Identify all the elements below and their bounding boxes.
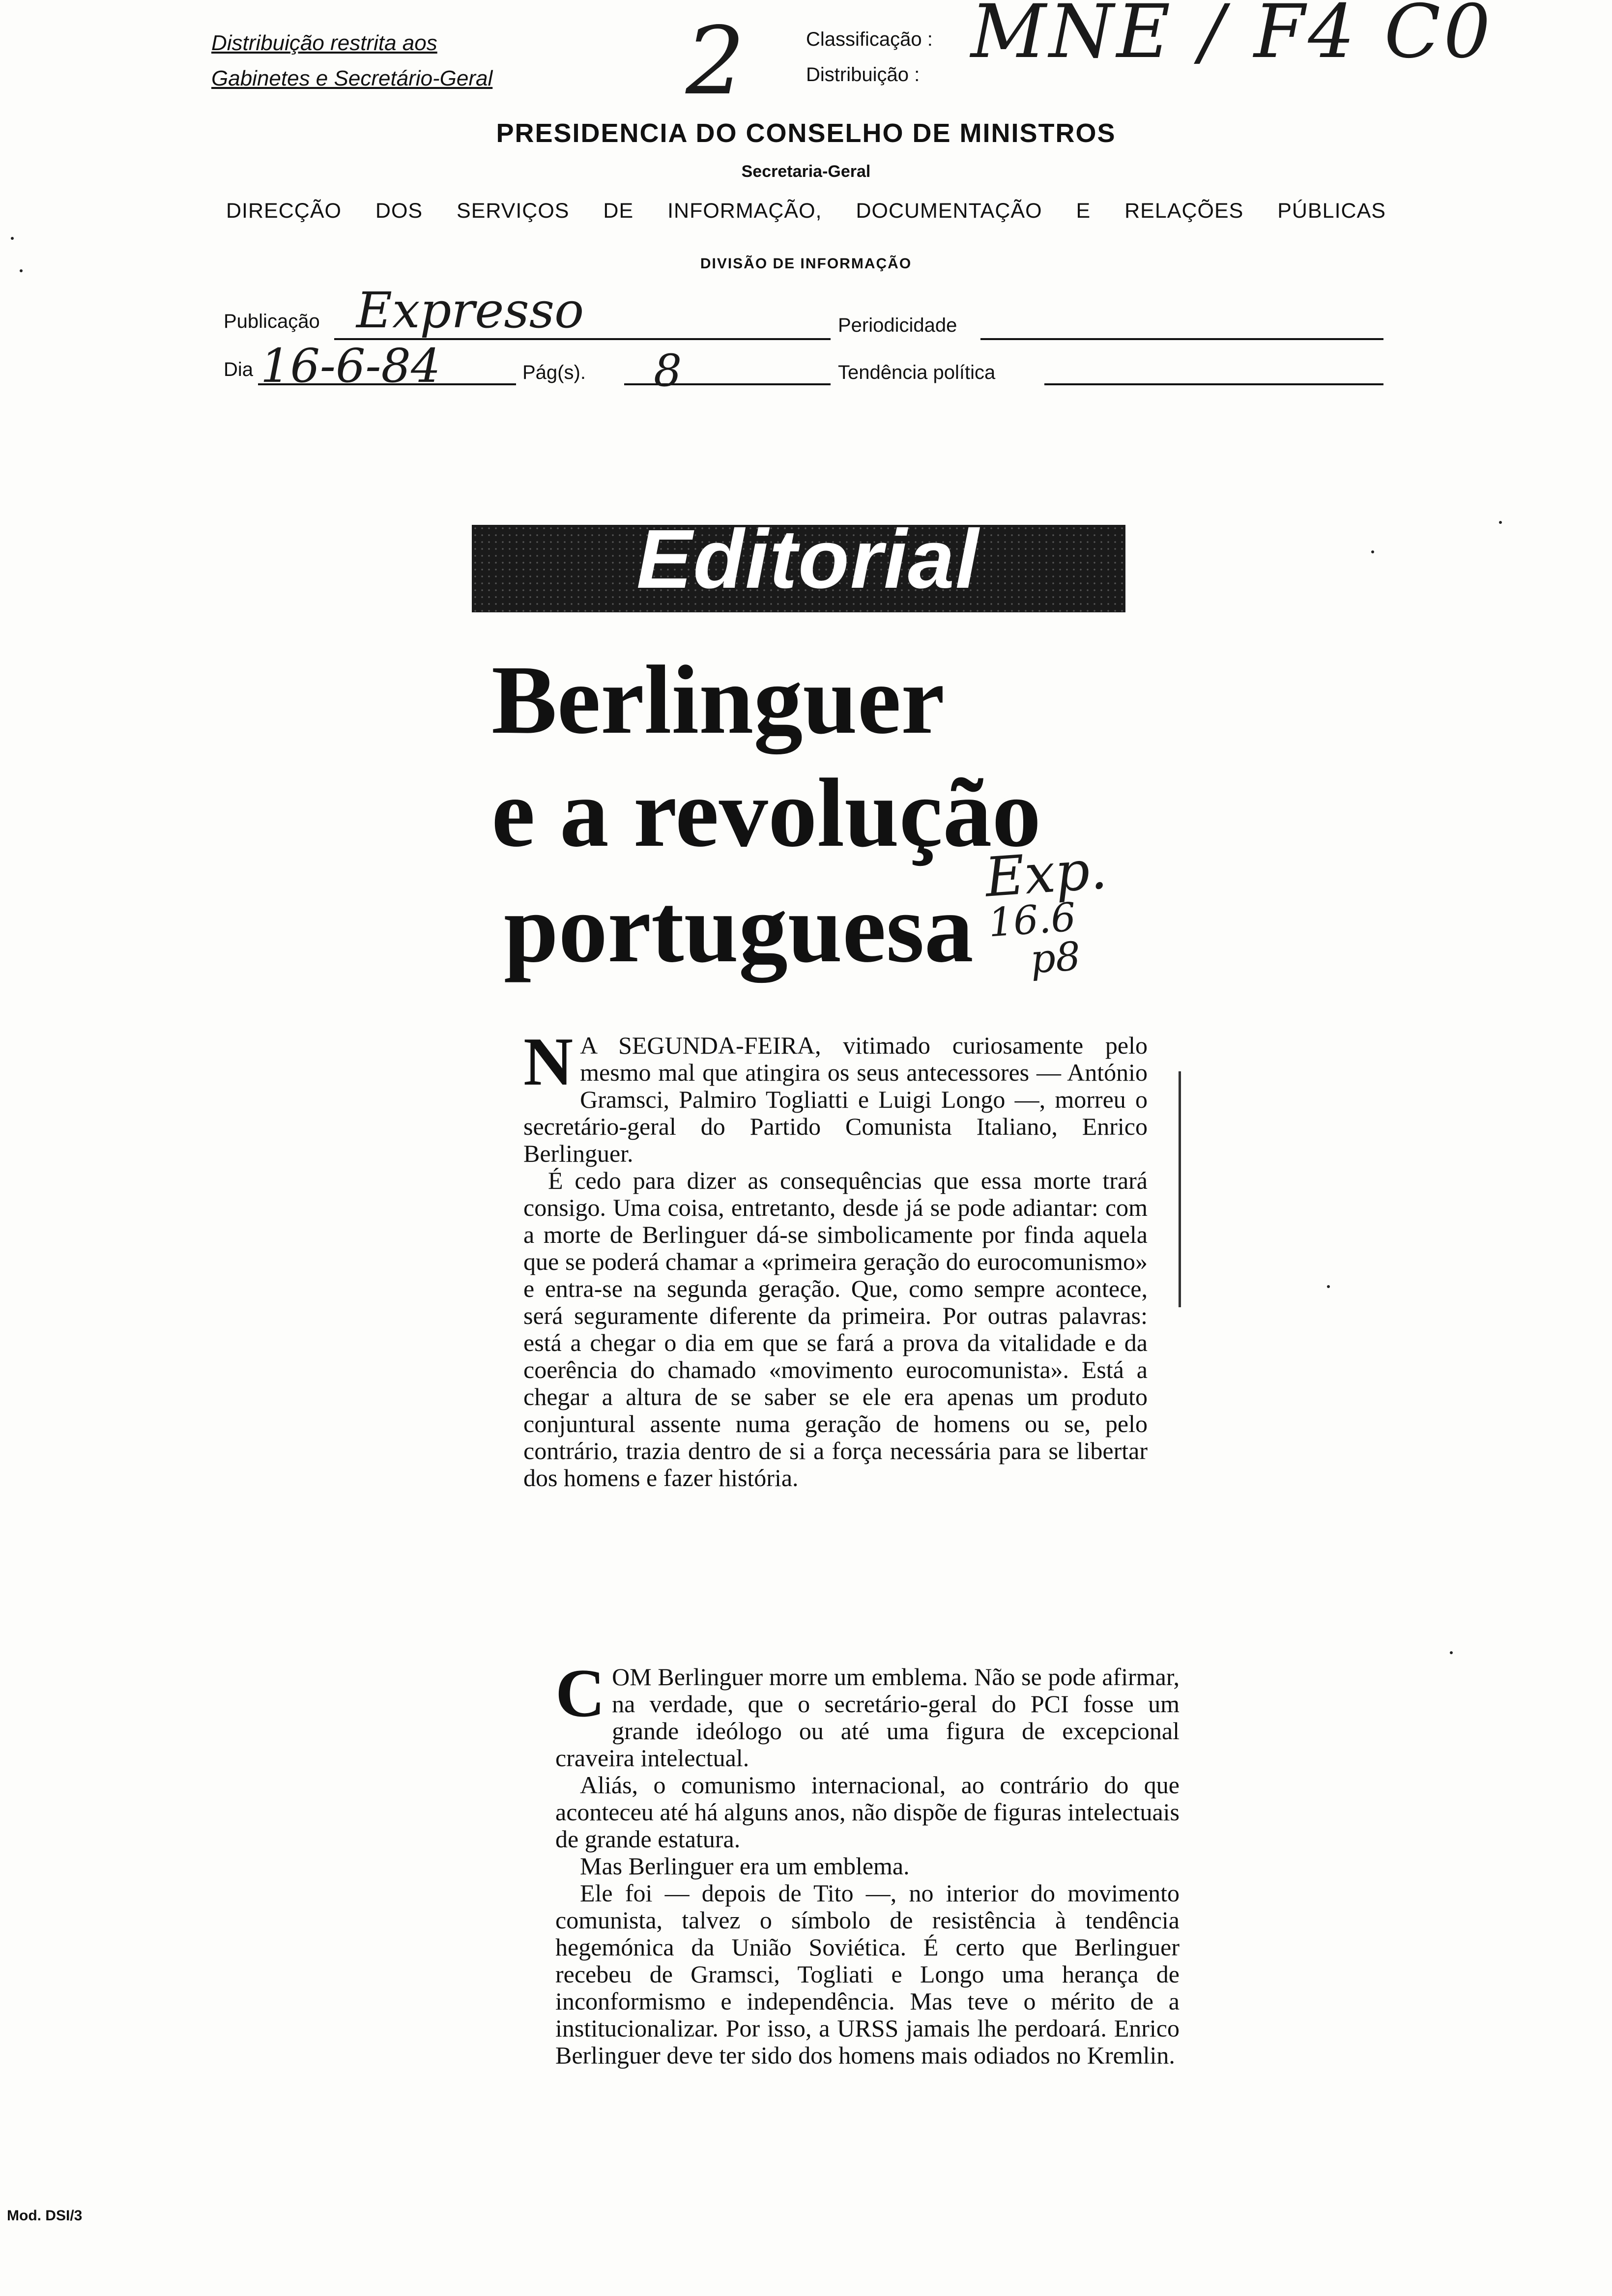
pages-value-handwritten: 8 [654, 345, 682, 397]
section-2-paragraph-4: Ele foi — depois de Tito —, no interior do movimento comunista, talvez o símbolo de resistência à tendência hegemónica da União Soviética. É certo que Berlinguer recebeu de Gramsci, Togliati e Longo uma herança de inconformismo e independência. Mas teve o mérito de a institucionalizar. Por isso, a URSS jamais lhe perdoará. Enrico Berlinguer deve ter sido dos homens mais odiados no Kremlin. [555, 1879, 1180, 2069]
department-word: SERVIÇOS [457, 199, 570, 223]
publication-value-handwritten: Expresso [356, 282, 584, 339]
headline-line-1: Berlinguer [491, 646, 945, 754]
scan-speck [11, 237, 14, 240]
section-2-paragraph-2: Aliás, o comunismo internacional, ao contrário do que aconteceu até há alguns anos, não dispõe de figuras intelectuais de grande estatura. [555, 1771, 1180, 1853]
department-word: INFORMAÇÃO, [667, 199, 822, 223]
article-section-2 [555, 1655, 1180, 2069]
tendency-label: Tendência política [838, 362, 996, 383]
department-name [226, 199, 1386, 223]
scan-speck [1450, 1651, 1453, 1654]
annotation-line: 16.6 [986, 894, 1078, 946]
scan-speck [20, 269, 23, 272]
classification-label: Classificação : [806, 29, 933, 50]
department-word: DOCUMENTAÇÃO [856, 199, 1042, 223]
form-code: Mod. DSI/3 [7, 2208, 83, 2224]
department-word: RELAÇÕES [1124, 199, 1244, 223]
scan-speck [1499, 521, 1502, 524]
department-word: DE [603, 199, 634, 223]
dropcap-c: C [555, 1655, 605, 1731]
copy-number-handwritten: 2 [686, 7, 745, 115]
section-2-lead-paragraph: OM Berlinguer morre um emblema. Não se pode afirmar, na verdade, que o secretário-geral do PCI fosse um grande ideólogo ou até uma figura de excepcional craveira intelectual. [555, 1663, 1180, 1772]
clipping-edge-line [1179, 1071, 1181, 1307]
dropcap-n: N [523, 1024, 574, 1100]
day-value-handwritten: 16-6-84 [260, 339, 441, 393]
day-label: Dia [224, 359, 254, 380]
scan-speck [1371, 550, 1374, 553]
headline-line-3: portuguesa [504, 874, 974, 983]
article-section-1 [523, 1024, 1148, 1492]
section-2-paragraph-3: Mas Berlinguer era um emblema. [580, 1852, 910, 1880]
department-word: E [1076, 199, 1091, 223]
restricted-line-2: Gabinetes e Secretário-Geral [211, 66, 493, 90]
annotation-line: Exp. [983, 837, 1109, 909]
section-1-lead-paragraph: A SEGUNDA-FEIRA, vitimado curiosamente pelo mesmo mal que atingira os seus antecessores — António Gramsci, Palmiro Togliatti e Luigi Longo —, morreu o secretário-geral do Partido Comunista Italiano, Enrico Berlinguer. [523, 1032, 1148, 1167]
department-word: PÚBLICAS [1277, 199, 1386, 223]
restricted-distribution-note [211, 26, 492, 96]
organization-subtitle: Secretaria-Geral [741, 162, 871, 181]
editorial-section-label: Editorial [636, 513, 980, 606]
headline-line-2: e a revolução [491, 759, 1041, 867]
publication-label: Publicação [224, 311, 320, 332]
handwritten-source-annotation [983, 837, 1114, 982]
scan-speck [1327, 1285, 1330, 1288]
organization-title: PRESIDENCIA DO CONSELHO DE MINISTROS [496, 118, 1116, 148]
periodicity-label: Periodicidade [838, 315, 957, 336]
restricted-line-1: Distribuição restrita aos [211, 31, 437, 55]
tendency-line [1044, 383, 1383, 385]
section-1-paragraph-2: É cedo para dizer as consequências que essa morte trará consigo. Uma coisa, entretanto, desde já se pode adiantar: com a morte de Berlinguer dá-se simbolicamente por finda aquela que se poderá chamar a «primeira geração do eurocomunismo» e entra-se na segunda geração. Que, como sempre acontece, será seguramente diferente da primeira. Por outras palavras: está a chegar o dia em que se fará a prova da vitalidade e da coerência do chamado «movimento eurocomunista». Está a chegar a altura de se saber se ele era apenas um produto conjuntural assente numa geração de homens ou se, pelo contrário, trazia dentro de si a força necessária para se libertar dos homens e fazer história. [523, 1167, 1148, 1492]
annotation-line: p8 [1029, 933, 1082, 982]
classification-value-handwritten: MNE / F4 C0 [971, 0, 1494, 75]
distribution-label: Distribuição : [806, 64, 920, 86]
department-word: DIRECÇÃO [226, 199, 342, 223]
periodicity-line [980, 338, 1383, 340]
pages-label: Pág(s). [522, 362, 586, 383]
department-word: DOS [375, 199, 423, 223]
division-name: DIVISÃO DE INFORMAÇÃO [700, 256, 912, 272]
